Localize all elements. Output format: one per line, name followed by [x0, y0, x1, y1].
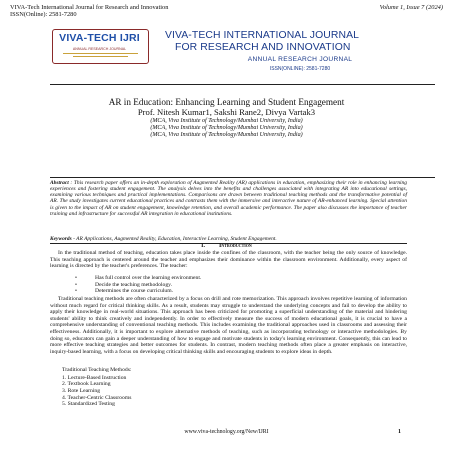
- abstract-label: Abstract: [50, 180, 69, 186]
- affiliation-2: (MCA, Viva Institute of Technology/Mumbai University, India): [150, 125, 303, 131]
- method-item: 4. Teacher-Centric Classrooms: [62, 394, 132, 401]
- running-header-left: [10, 4, 168, 19]
- method-item: 5. Standardized Testing: [62, 401, 115, 408]
- abstract: [50, 180, 407, 242]
- abstract-top-rule: [50, 177, 435, 178]
- running-header-issn: ISSN(Online): 2581-7280: [10, 11, 77, 19]
- bullet-icon: •: [75, 275, 77, 281]
- footer-url[interactable]: www.viva-technology.org/New/IJRI: [184, 429, 269, 435]
- keywords: [50, 236, 407, 242]
- section-title: Introduction: [219, 243, 252, 249]
- affiliation-1: (MCA, Viva Institute of Technology/Mumbai University, India): [150, 118, 303, 124]
- keywords-label: Keywords: [50, 236, 72, 242]
- masthead-title-line2: FOR RESEARCH AND INNOVATION: [175, 41, 351, 53]
- logo-text: VIVA-TECH IJRI: [59, 32, 140, 44]
- journal-logo: [52, 29, 149, 64]
- section-heading: [0, 243, 453, 249]
- bullet-icon: •: [75, 288, 77, 295]
- method-item: 3. Rote Learning: [62, 387, 101, 394]
- running-header-volume: Volume 1, Issue 7 (2024): [379, 4, 443, 11]
- masthead-subtitle: ANNUAL RESEARCH JOURNAL: [247, 56, 353, 63]
- logo-divider-lower: [73, 56, 128, 57]
- bullet-icon: •: [75, 281, 77, 288]
- intro-paragraph-2: Traditional teaching methods are often characterized by a focus on drill and rote memorization. This approach involves repetitive learning of information without much regard for critical thinking skills. As a result, students may struggle to understand the underlying concepts and fail to develop the ability to apply their knowledge in real-world situations. This approach has been criticized for promoting a superficial understanding of the material and hindering students' ability to think creatively and independently. In order to effectively measure the success of modern educational goals, it is crucial to have a comprehensive understanding of conventional teaching methods. This includes examining the traditional approaches used in classrooms and assessing their effectiveness. Additionally, it is important to explore alternative methods of teaching, such as incorporating technology or interactive methodologies. By doing so, educators can gain a deeper understanding of how to engage and motivate students in today's learning environment. Consequently, this can lead to more effective teaching strategies and better outcomes for students. In contrast, modern teaching methods often place a greater emphasis on interactive, inquiry-based learning, with a focus on developing critical thinking skills and encouraging students to explore ideas in depth.: [50, 296, 407, 355]
- bullet-item: • Has full control over the learning environment.: [75, 275, 202, 281]
- methods-heading: Traditional Teaching Methods:: [62, 367, 132, 373]
- journal-masthead-title: [165, 30, 435, 53]
- section-number: I.: [201, 243, 206, 249]
- method-item: 2. Textbook Learning: [62, 381, 111, 388]
- logo-divider: [63, 53, 138, 54]
- keywords-text: - AR Applications, Augmented Reality, Education, Interactive Learning, Student Engagement.: [71, 236, 277, 242]
- logo-subtext: ANNUAL RESEARCH JOURNAL: [72, 47, 127, 51]
- method-item: 1. Lecture-Based Instruction: [62, 374, 127, 381]
- abstract-text: : This research paper offers an in-depth exploration of Augmented Reality (AR) applications in education, emphasizing their role in enhancing learning experiences and fostering student engagement. The analysis delves into the benefits and challenges associated with integrating AR into educational settings, examining various techniques and practical implementations. Comparisons are drawn between traditional teaching methods and the transformative potential of AR. The study investigates current educational practices and contrasts them with the immersive and interactive nature of AR-enhanced learning. Special attention is given to the impact of AR on student engagement, knowledge retention, and overall academic performance. The paper also discusses the importance of teacher training and infrastructure for successful AR integration in educational institutions.: [50, 180, 407, 217]
- masthead-issn: ISSN(ONLINE): 2581-7280: [269, 66, 331, 72]
- paper-authors: Prof. Nitesh Kumar1, Sakshi Rane2, Divya Vartak3: [137, 107, 316, 117]
- intro-paragraph-1: In the traditional method of teaching, education takes place inside the confines of the classroom, with the teacher being the only source of knowledge. This teaching approach is centered around the teacher and emphasizes their dominance within the classroom environment. Additionally, every aspect of learning is directed by the teacher's preferences. The teacher:: [50, 250, 407, 270]
- running-header-journal: VIVA-Tech International Journal for Research and Innovation: [10, 4, 169, 11]
- bullet-item: • Decide the teaching methodology.: [75, 281, 173, 288]
- teacher-bullet-list: [75, 275, 375, 295]
- traditional-methods-list: [62, 367, 262, 408]
- masthead-title-line1: VIVA-TECH INTERNATIONAL JOURNAL: [165, 30, 360, 41]
- paper-title: AR in Education: Enhancing Learning and Student Engagement: [108, 97, 345, 107]
- bullet-item: • Determines the course curriculum.: [75, 288, 173, 295]
- page-number: 1: [398, 429, 401, 435]
- affiliation-3: (MCA, Viva Institute of Technology/Mumbai University, India): [150, 132, 303, 138]
- header-rule: [50, 84, 435, 85]
